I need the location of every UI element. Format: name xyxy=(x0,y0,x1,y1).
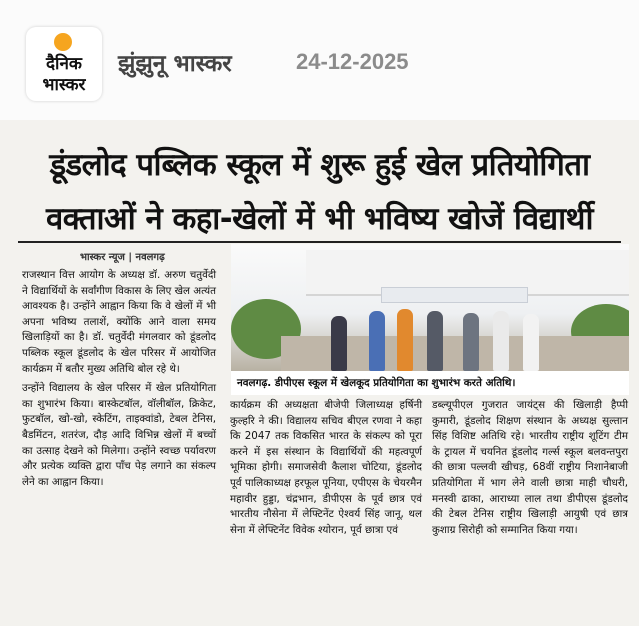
person-figure xyxy=(331,316,347,371)
paragraph: डब्ल्यूपीएल गुजरात जायंट्स की खिलाड़ी हैप्पी कुमारी, डूंडलोद शिक्षण संस्थान के अध्यक्ष सुल्तान सिंह विशिष्ट अतिथि रहे। भारतीय राष्ट्रीय शूटिंग टीम के ट्रायल में चयनित डूंडलोद गर्ल्स स्कूल बलवन्तपुरा की छात्रा पल्लवी खीचड़, 68वीं राष्ट्रीय निशानेबाजी प्रतियोगिता में भाग लेने वाली छात्रा माही चौधरी, मनस्वी ढाका, आराध्या लाल तथा डीपीएस डूंडलोद की टेबल टेनिस राष्ट्रीय खिलाड़ी आयुषी एवं छात्र कुशाग्र सिरोही को सम्मानित किया गया। xyxy=(432,399,628,536)
person-figure xyxy=(523,314,539,371)
header-bar xyxy=(0,0,639,120)
paragraph: कार्यक्रम की अध्यक्षता बीजेपी जिलाध्यक्ष हर्षिनी कुल्हरि ने की। विद्यालय सचिव बीएल रणवा ने कहा कि 2047 तक विकसित भारत के संकल्प को पूरा करने में इस संस्थान के विद्यार्थियों की महत्वपूर्ण भूमिका होगी। समाजसेवी कैलाश चोटिया, डूंडलोद पूर्व पालिकाध्यक्ष हरफूल पूनिया, एपीएस के चेयरमैन महावीर हुड्डा, चंद्रभान, डीपीएस के पूर्व छात्र एवं भारतीय नौसेना में लेफ्टिनेंट ऐश्वर्य सिंह जानू, थल सेना में लेफ्टिनेंट विवेक श्योरान, पूर्व छात्रा एवं xyxy=(230,399,422,536)
paragraph: उन्होंने विद्यालय के खेल परिसर में खेल प्रतियोगिता का शुभारंभ किया। बास्केटबॉल, वॉलीबॉल, क्रिकेट, फुटबॉल, खो-खो, स्केटिंग, ताइक्वांडो, टेबल टेनिस, बैडमिंटन, शतरंज, दौड़ आदि विभिन्न खेलों में बच्चों का उत्साह देखने को मिलेगा। उन्होंने स्वच्छ पर्यावरण और प्रत्येक व्यक्ति द्वारा पाँच पेड़ लगाने का संकल्प लेने का आह्वान किया। xyxy=(22,382,216,488)
logo-text-line2: भास्कर xyxy=(42,75,86,95)
person-figure xyxy=(463,313,479,371)
logo-text-line1: दैनिक xyxy=(46,54,82,74)
headline-line1: डूंडलोद पब्लिक स्कूल में शुरू हुई खेल प्रतियोगिता xyxy=(49,147,590,183)
paragraph: राजस्थान वित्त आयोग के अध्यक्ष डॉ. अरुण चतुर्वेदी ने विद्यार्थियों के सर्वांगीण विकास के लिए खेल अत्यंत आवश्यक है। उन्होंने आह्वान किया कि वे खेलों में भी अपना भविष्य तलाशें, क्योंकि आने वाला समय खिलाड़ियों का है। डॉ. चतुर्वेदी मंगलवार को डूंडलोद पब्लिक स्कूल डूंडलोद के खेल परिसर में आयोजित कार्यक्रम में बतौर मुख्य अतिथि बोल रहे थे। xyxy=(22,269,216,375)
person-figure xyxy=(427,311,443,371)
byline: भास्कर न्यूज | नवलगढ़ xyxy=(80,252,165,263)
article-column-1 xyxy=(22,268,216,494)
article-column-3 xyxy=(432,398,628,538)
photo-caption: नवलगढ़. डीपीएस स्कूल में खेलकूद प्रतियोगिता का शुभारंभ करते अतिथि। xyxy=(231,371,629,395)
person-figure xyxy=(369,311,385,371)
dainik-bhaskar-logo xyxy=(26,27,102,101)
person-figure xyxy=(397,309,413,371)
edition-title: झुंझुनू भास्कर xyxy=(118,51,232,77)
article-column-2 xyxy=(230,398,422,538)
headline-line2: वक्ताओं ने कहा-खेलों में भी भविष्य खोजें विद्यार्थी xyxy=(45,201,593,237)
headline-divider xyxy=(18,241,621,243)
event-photo xyxy=(231,244,629,371)
stage-banner xyxy=(381,287,528,303)
sun-icon xyxy=(54,33,72,51)
person-figure xyxy=(493,311,509,371)
edition-date: 24-12-2025 xyxy=(296,49,409,74)
